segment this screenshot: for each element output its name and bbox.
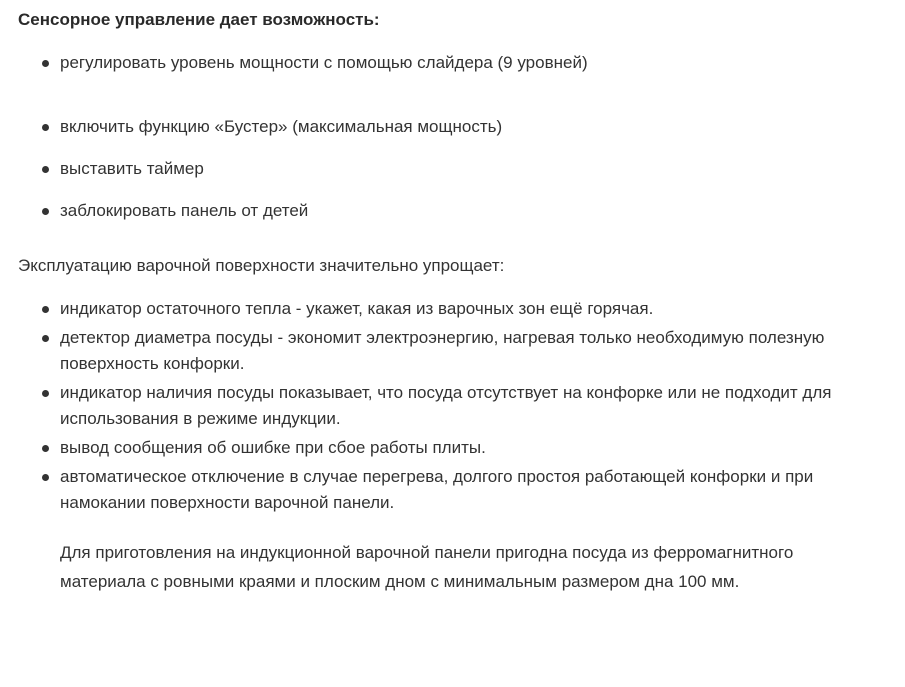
list-item: детектор диаметра посуды - экономит электроэнергию, нагревая только необходимую полезную поверхность конфорки. [18,325,898,377]
touch-control-list [18,50,898,224]
section-heading: Сенсорное управление дает возможность: [18,10,380,29]
cookware-note: Для приготовления на индукционной варочной панели пригодна посуда из ферромагнитного материала с ровными краями и плоским дном с минимальным размером дна 100 мм. [60,543,794,591]
list-item: вывод сообщения об ошибке при сбое работы плиты. [18,435,898,461]
list-item: индикатор наличия посуды показывает, что посуда отсутствует на конфорке или не подходит для использования в режиме индукции. [18,380,898,432]
article-content [18,8,898,596]
list-item: индикатор остаточного тепла - укажет, какая из варочных зон ещё горячая. [18,296,898,322]
features-list [18,296,898,516]
list-item: включить функцию «Бустер» (максимальная мощность) [18,114,898,140]
list-item: выставить таймер [18,156,898,182]
section-intro: Эксплуатацию варочной поверхности значительно упрощает: [18,256,505,275]
list-item: регулировать уровень мощности с помощью слайдера (9 уровней) [18,50,898,76]
list-item: заблокировать панель от детей [18,198,898,224]
list-item: автоматическое отключение в случае перегрева, долгого простоя работающей конфорки и при намокании поверхности варочной панели. [18,464,898,516]
